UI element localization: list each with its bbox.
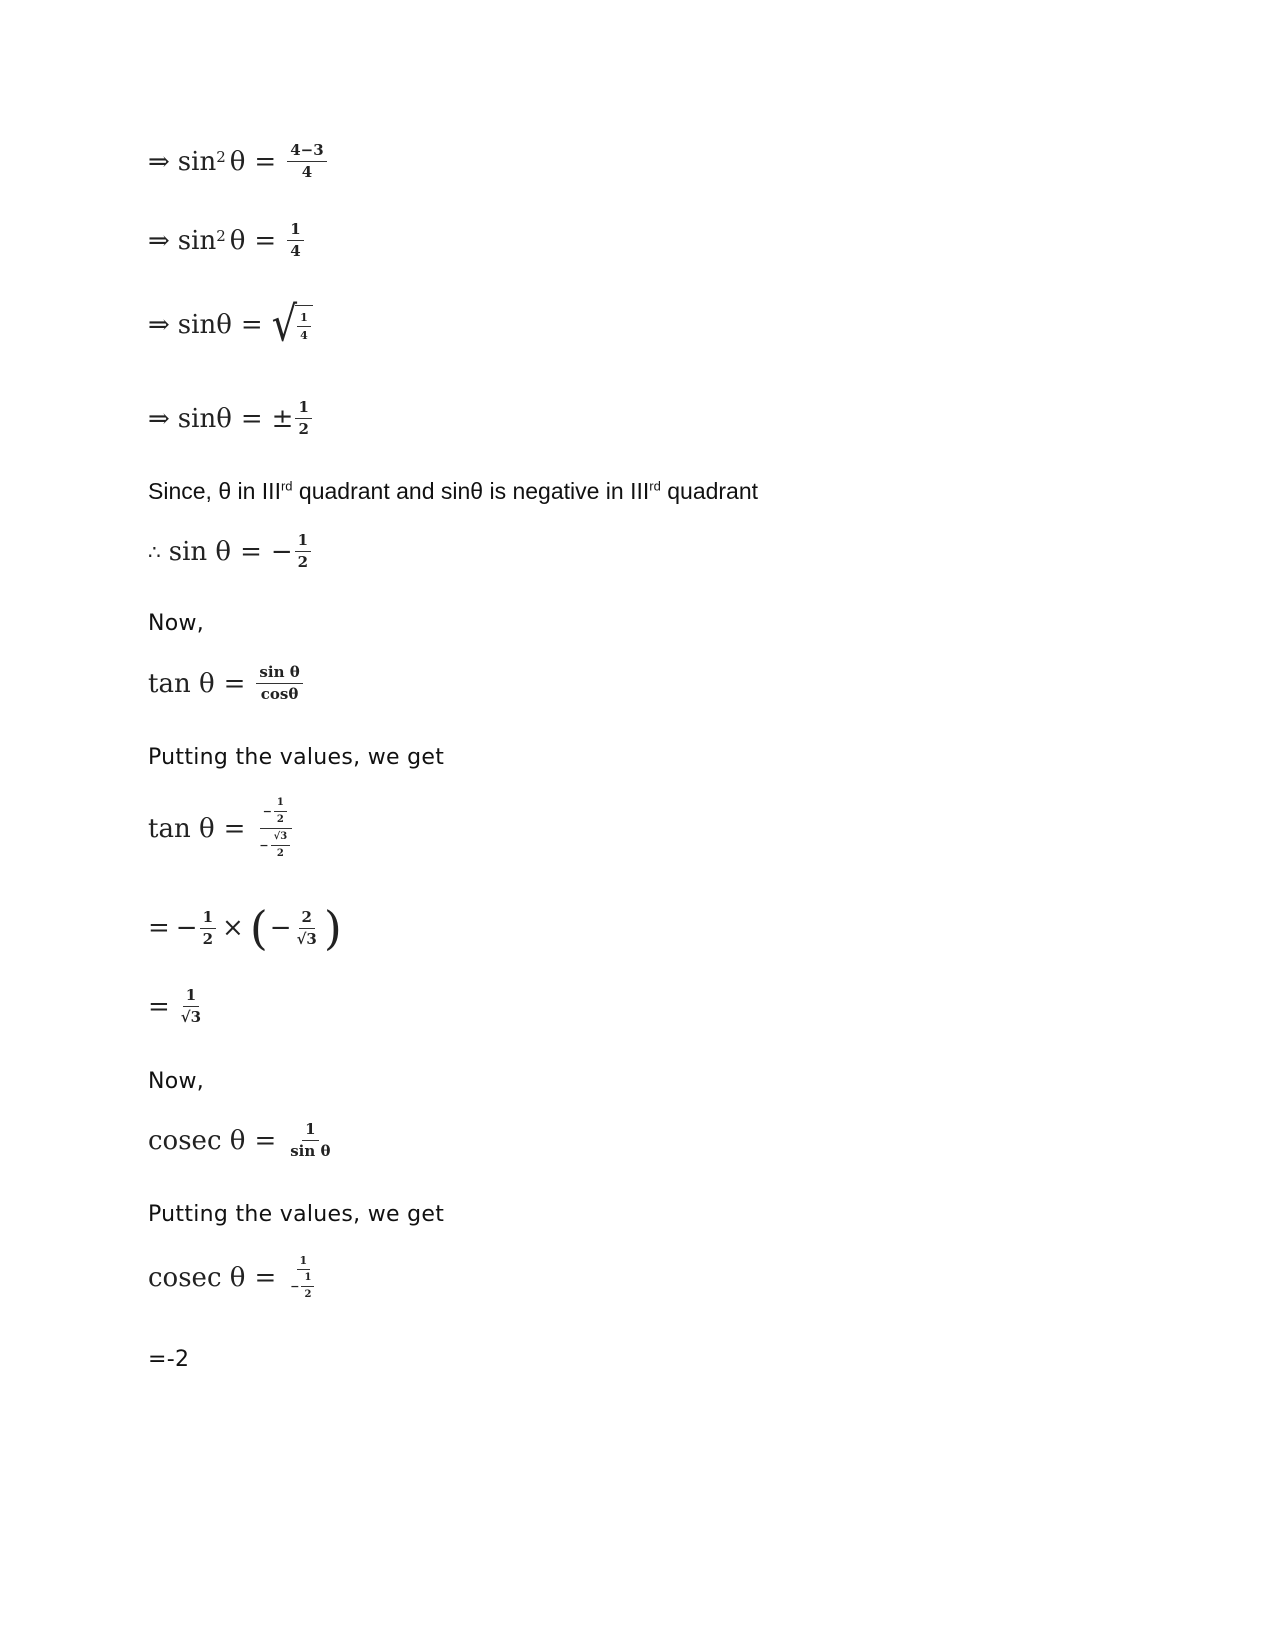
equation-sin-squared-2 — [148, 222, 306, 259]
equation-step-result — [148, 988, 206, 1025]
since-text-2: quadrant and sinθ is negative in III — [292, 478, 650, 504]
complex-fraction — [287, 1255, 319, 1300]
times-sign: × — [222, 913, 244, 943]
denominator: √3 — [296, 929, 317, 948]
since-statement — [148, 478, 758, 505]
fraction — [294, 907, 320, 948]
denominator — [287, 1270, 319, 1300]
implies-symbol: ⇒ — [148, 403, 170, 434]
theta-symbol: θ — [229, 146, 246, 177]
now-label: Now, — [148, 611, 205, 636]
theta-symbol: θ — [229, 225, 246, 256]
numerator: 1 — [295, 400, 311, 419]
numerator: 1 — [183, 988, 199, 1007]
numerator: 1 — [301, 1273, 314, 1287]
denominator: 4 — [301, 163, 313, 181]
equation-tan-definition — [148, 665, 305, 702]
superscript-rd: rd — [280, 478, 293, 494]
numerator: 1 — [297, 312, 311, 327]
therefore-symbol: ∴ — [148, 539, 161, 564]
equation-cosec-definition — [148, 1122, 336, 1159]
sin-theta-label: sin θ — [168, 536, 232, 567]
fraction — [178, 988, 204, 1025]
minus-sign: − — [269, 913, 292, 943]
putting-values-text: Putting the values, we get — [148, 745, 445, 770]
equals-sign: = — [148, 913, 170, 943]
fraction — [287, 1122, 333, 1159]
cosec-theta-label: cosec θ — [148, 1262, 246, 1293]
complex-fraction — [256, 798, 295, 859]
equals-sign: = — [254, 1262, 277, 1293]
implies-symbol: ⇒ — [148, 225, 170, 256]
exponent: 2 — [216, 148, 226, 166]
equals-sign: = — [254, 146, 277, 177]
equation-therefore-sin — [148, 533, 313, 570]
equals-sign: = — [254, 225, 277, 256]
sin-theta-label: sinθ — [177, 310, 232, 340]
inner-fraction — [271, 832, 291, 859]
numerator: sin θ — [256, 665, 302, 684]
tan-theta-label: tan θ — [148, 813, 215, 844]
equation-cosec-substituted — [148, 1255, 321, 1300]
exponent: 2 — [216, 227, 226, 245]
left-paren: ( — [249, 901, 268, 955]
equals-sign: = — [254, 1125, 277, 1156]
numerator — [260, 798, 292, 829]
denominator: 2 — [276, 848, 284, 859]
denominator: 2 — [276, 814, 284, 825]
cosec-theta-label: cosec θ — [148, 1125, 246, 1156]
denominator: 4 — [290, 242, 301, 260]
equals-sign: = — [240, 403, 263, 434]
fraction — [200, 907, 216, 948]
inner-fraction — [274, 798, 287, 825]
equation-sin-squared-1 — [148, 143, 329, 180]
denominator: 2 — [304, 1289, 312, 1300]
numerator: 1 — [295, 533, 311, 552]
sin-label: sin — [177, 146, 217, 177]
since-text-3: quadrant — [660, 478, 759, 504]
numerator: 1 — [274, 798, 287, 812]
denominator: 2 — [202, 929, 214, 948]
radical-icon: √ — [271, 297, 298, 353]
equation-tan-substituted — [148, 798, 297, 859]
fraction — [287, 222, 303, 259]
equals-sign: = — [240, 536, 262, 567]
numerator: 1 — [287, 222, 303, 241]
minus-sign: − — [175, 913, 198, 943]
equation-step-multiply — [148, 901, 344, 955]
minus-sign: − — [259, 839, 269, 852]
square-root — [271, 297, 313, 353]
numerator: 2 — [299, 910, 315, 929]
minus-sign: − — [262, 805, 272, 818]
superscript-rd: rd — [649, 478, 661, 494]
denominator: sin θ — [290, 1142, 331, 1160]
implies-symbol: ⇒ — [148, 310, 170, 340]
numerator: 1 — [297, 1255, 311, 1270]
denominator: cosθ — [260, 685, 299, 703]
minus-sign: − — [290, 1280, 300, 1293]
denominator: 4 — [300, 329, 308, 342]
fraction — [256, 665, 302, 702]
equals-sign: = — [240, 310, 263, 340]
putting-values-text: Putting the values, we get — [148, 1202, 445, 1227]
now-label: Now, — [148, 1069, 205, 1094]
since-text-1: Since, θ in III — [148, 478, 281, 504]
denominator: 2 — [298, 420, 309, 438]
numerator: √3 — [271, 832, 291, 846]
tan-theta-label: tan θ — [148, 668, 215, 699]
right-paren: ) — [323, 901, 342, 955]
sin-theta-label: sinθ — [177, 403, 232, 434]
equals-sign: = — [223, 668, 246, 699]
fraction — [297, 312, 311, 341]
final-result: =-2 — [148, 1347, 190, 1372]
implies-symbol: ⇒ — [148, 146, 170, 177]
equals-sign: = — [223, 813, 246, 844]
fraction — [295, 533, 311, 570]
sin-label: sin — [177, 225, 217, 256]
minus-sign: − — [270, 536, 293, 567]
numerator: 4−3 — [287, 143, 326, 162]
plus-minus-sign: ± — [271, 403, 294, 434]
equation-sin-pm — [148, 400, 314, 437]
denominator: √3 — [180, 1008, 202, 1026]
fraction — [287, 143, 326, 180]
equals-sign: = — [148, 991, 170, 1022]
inner-fraction — [301, 1273, 314, 1300]
denominator: 2 — [297, 553, 309, 571]
radicand — [295, 305, 313, 345]
numerator: 1 — [200, 910, 216, 929]
numerator: 1 — [302, 1122, 318, 1141]
equation-sin-sqrt — [148, 297, 313, 353]
fraction — [295, 400, 311, 437]
denominator — [256, 829, 295, 859]
